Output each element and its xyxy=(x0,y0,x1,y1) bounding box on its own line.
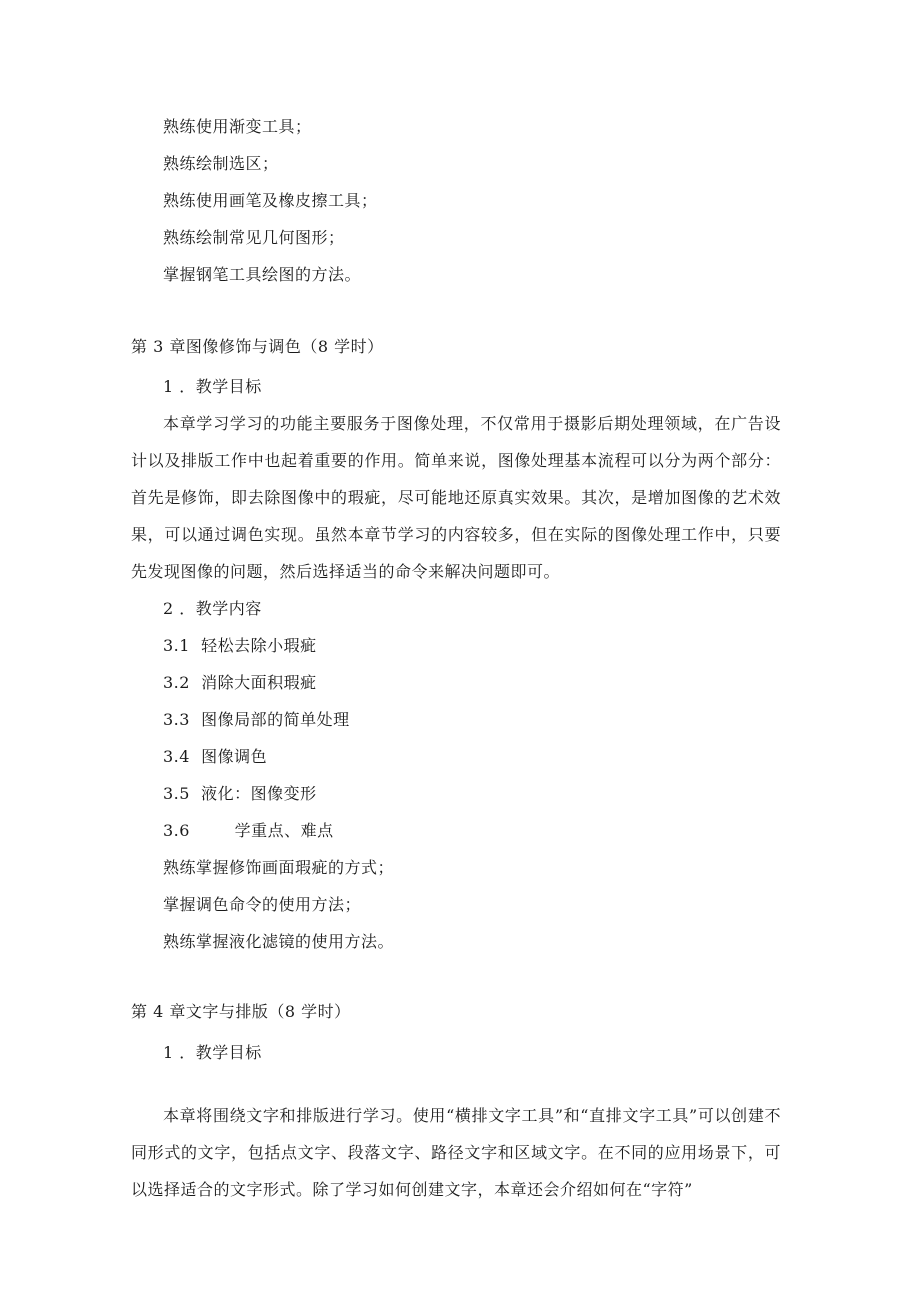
key-point: 熟练掌握修饰画面瑕疵的方式； xyxy=(163,858,395,877)
list-item: 熟练绘制常见几何图形； xyxy=(163,228,345,247)
list-item: 熟练使用渐变工具； xyxy=(163,117,312,136)
chapter-3-objective-heading: 1 ．教学目标 xyxy=(163,377,262,396)
list-item: 熟练使用画笔及橡皮擦工具； xyxy=(163,191,378,210)
content-item: 3.3 图像局部的简单处理 xyxy=(163,710,350,729)
chapter-3-content-heading: 2 ．教学内容 xyxy=(163,599,262,618)
content-item: 3.1 轻松去除小瑕疵 xyxy=(163,636,317,655)
chapter-4-objective-heading: 1 ．教学目标 xyxy=(163,1043,262,1062)
chapter-4-title: 第 4 章文字与排版（8 学时） xyxy=(131,1002,351,1021)
chapter-3-objective-text: 本章学习学习的功能主要服务于图像处理，不仅常用于摄影后期处理领域，在广告设计以及排版工作中也起着重要的作用。简单来说，图像处理基本流程可以分为两个部分：首先是修饰，即去除图像中的瑕疵，尽可能地还原真实效果。其次，是增加图像的艺术效果，可以通过调色实现。虽然本章节学习的内容较多，但在实际的图像处理工作中，只要先发现图像的问题，然后选择适当的命令来解决问题即可。 xyxy=(131,414,781,581)
list-item: 熟练绘制选区； xyxy=(163,154,279,173)
key-point: 掌握调色命令的使用方法； xyxy=(163,895,362,914)
content-item: 3.6 学重点、难点 xyxy=(163,821,334,840)
key-point: 熟练掌握液化滤镜的使用方法。 xyxy=(163,932,395,951)
chapter-3-title: 第 3 章图像修饰与调色（8 学时） xyxy=(131,337,384,356)
chapter-4-objective-text: 本章将围绕文字和排版进行学习。使用“横排文字工具”和“直排文字工具”可以创建不同形式的文字，包括点文字、段落文字、路径文字和区域文字。在不同的应用场景下，可以选择适合的文字形式。除了学习如何创建文字，本章还会介绍如何在“字符” xyxy=(131,1106,781,1199)
list-item: 掌握钢笔工具绘图的方法。 xyxy=(163,265,362,284)
content-item: 3.4 图像调色 xyxy=(163,747,268,766)
content-item: 3.2 消除大面积瑕疵 xyxy=(163,673,317,692)
content-item: 3.5 液化：图像变形 xyxy=(163,784,317,803)
